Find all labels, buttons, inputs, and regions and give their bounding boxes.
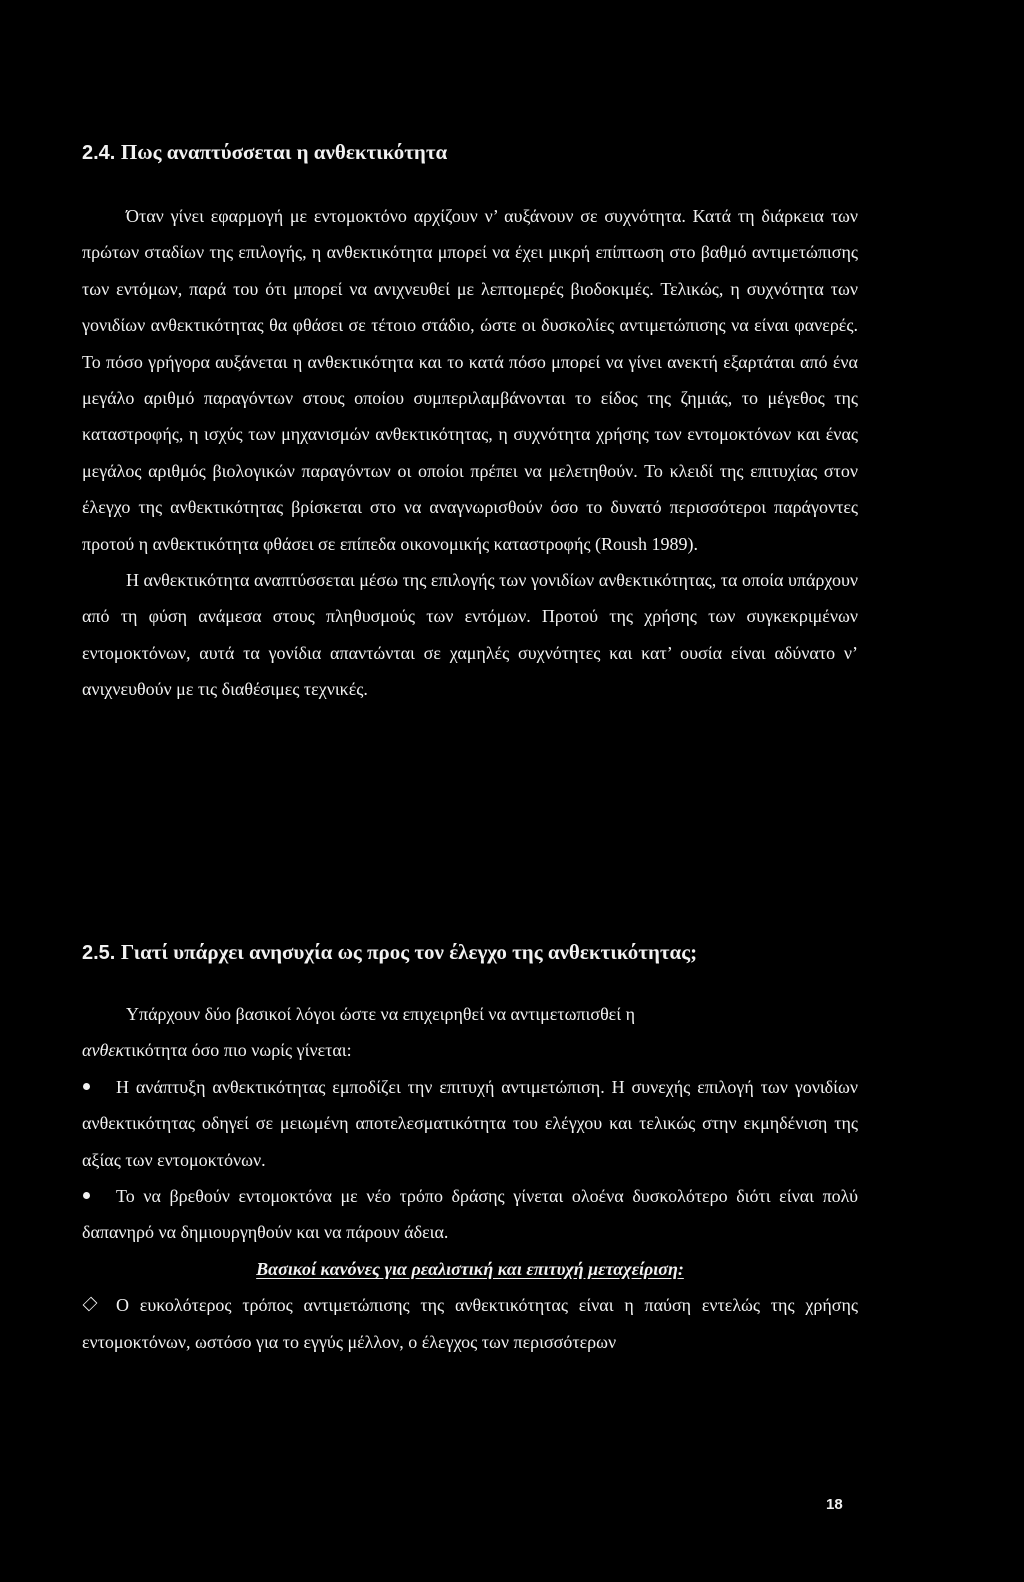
diamond-marker	[82, 1287, 116, 1323]
section-2-5-heading	[82, 940, 697, 965]
section-2-4-heading	[82, 140, 447, 165]
bullet-dot-icon	[83, 1083, 90, 1090]
bullet-dot-icon	[83, 1192, 90, 1199]
page-number: 18	[826, 1496, 843, 1513]
bullet-text: Η ανάπτυξη ανθεκτικότητας εμποδίζει την επιτυχή αντιμετώπιση. Η συνεχής επιλογή των γονιδίων ανθεκτικότητας οδηγεί σε μειωμένη αποτελεσματικότητα του ελέγχου και τελικώς στην εκμηδένιση της αξίας των εντομοκτόνων.	[82, 1076, 858, 1170]
section-2-5-body	[82, 996, 858, 1360]
intro-paragraph	[82, 996, 858, 1069]
rules-title: Βασικοί κανόνες για ρεαλιστική και επιτυχή μεταχείριση:	[256, 1258, 684, 1279]
intro-text: Υπάρχουν δύο βασικοί λόγοι ώστε να επιχειρηθεί να αντιμετωπισθεί η	[126, 1004, 636, 1024]
diamond-item	[82, 1287, 858, 1360]
section-2-5-number: 2.5.	[82, 942, 116, 964]
diamond-icon	[83, 1297, 98, 1312]
bullet-text: Το να βρεθούν εντομοκτόνα με νέο τρόπο δράσης γίνεται ολοένα δυσκολότερο διότι είναι πολύ δαπανηρό να δημιουργηθούν και να πάρουν άδεια.	[82, 1186, 858, 1243]
paragraph: Η ανθεκτικότητα αναπτύσσεται μέσω της επιλογής των γονιδίων ανθεκτικότητας, τα οποία υπάρχουν από τη φύση ανάμεσα στους πληθυσμούς των εντόμων. Προτού της χρήσης των συγκεκριμένων εντομοκτόνων, αυτά τα γονίδια απαντώνται σε χαμηλές συχνότητες και κατ’ ουσία είναι αδύνατο ν’ ανιχνευθούν με τις διαθέσιμες τεχνικές.	[82, 570, 858, 700]
intro-rest: τικότητα όσο πιο νωρίς γίνεται:	[124, 1040, 352, 1061]
bullet-marker	[82, 1069, 116, 1105]
intro-italic: ανθεκ	[82, 1040, 125, 1061]
bullet-item	[82, 1178, 858, 1251]
bullet-marker	[82, 1178, 116, 1214]
section-2-4-body	[82, 198, 858, 708]
section-2-4-title: Πως αναπτύσσεται η ανθεκτικότητα	[120, 140, 448, 164]
section-2-4-number: 2.4.	[82, 142, 116, 164]
paragraph: Όταν γίνει εφαρμογή με εντομοκτόνο αρχίζουν ν’ αυξάνουν σε συχνότητα. Κατά τη διάρκεια των πρώτων σταδίων της επιλογής, η ανθεκτικότητα μπορεί να έχει μικρή επίπτωση στο βαθμό αντιμετώπισης των εντόμων, παρά του ότι μπορεί να ανιχνευθεί με λεπτομερές βιοδοκιμές. Τελικώς, η συχνότητα των γονιδίων ανθεκτικότητας θα φθάσει σε τέτοιο στάδιο, ώστε οι δυσκολίες αντιμετώπισης να είναι φανερές. Το πόσο γρήγορα αυξάνεται η ανθεκτικότητα και το κατά πόσο μπορεί να γίνει ανεκτή εξαρτάται από ένα μεγάλο αριθμό παραγόντων στους οποίου συμπεριλαμβάνονται το είδος της ζημιάς, το μέγεθος της καταστροφής, η ισχύς των μηχανισμών ανθεκτικότητας, η συχνότητα χρήσης των εντομοκτόνων και ένας μεγάλος αριθμός βιολογικών παραγόντων οι οποίοι πρέπει να μελετηθούν. Το κλειδί της επιτυχίας στον έλεγχο της ανθεκτικότητας βρίσκεται στο να αναγνωρισθούν όσο το δυνατό περισσότεροι παράγοντες προτού η ανθεκτικότητα φθάσει σε επίπεδα οικονομικής καταστροφής (Roush 1989).	[82, 206, 858, 554]
diamond-text: Ο ευκολότερος τρόπος αντιμετώπισης της ανθεκτικότητας είναι η παύση εντελώς της χρήσης εντομοκτόνων, ωστόσο για το εγγύς μέλλον, ο έλεγχος των περισσότερων	[82, 1295, 858, 1352]
bullet-item	[82, 1069, 858, 1178]
section-2-5-title: Γιατί υπάρχει ανησυχία ως προς τον έλεγχο της ανθεκτικότητας;	[120, 940, 698, 964]
